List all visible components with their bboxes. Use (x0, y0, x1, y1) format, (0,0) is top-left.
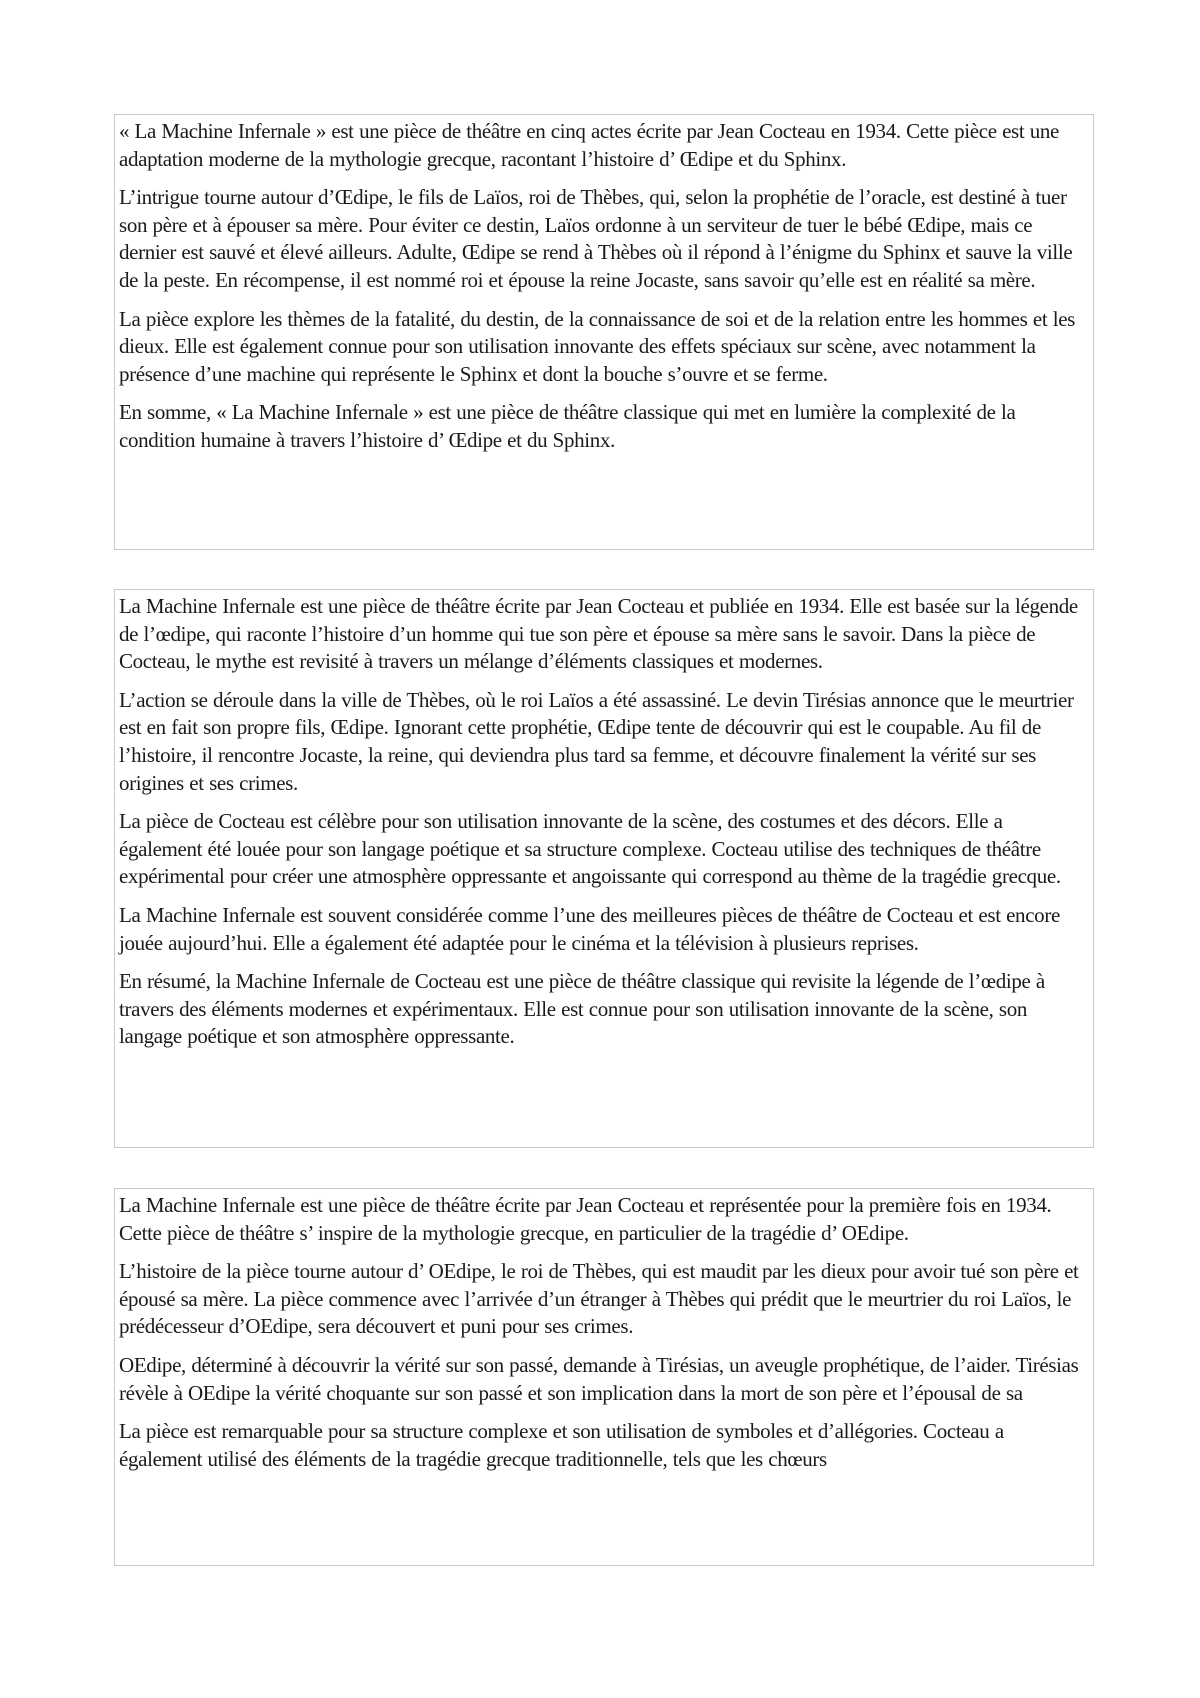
paragraph: En somme, « La Machine Infernale » est une pièce de théâtre classique qui met en lumière la complexité de la condition humaine à travers l’histoire d’ Œdipe et du Sphinx. (119, 400, 1016, 452)
text-block-2 (114, 589, 1094, 1148)
text-block-1 (114, 114, 1094, 550)
paragraph: La pièce explore les thèmes de la fatalité, du destin, de la connaissance de soi et de la relation entre les hommes et les dieux. Elle est également connue pour son utilisation innovante des effets spéciaux sur scène, avec notamment la présence d’une machine qui représente le Sphinx et dont la bouche s’ouvre et se ferme. (119, 306, 1076, 386)
paragraph: OEdipe, déterminé à découvrir la vérité sur son passé, demande à Tirésias, un aveugle prophétique, de l’aider. Tirésias révèle à OEdipe la vérité choquante sur son passé et son implication dans la mort de son père et l’épousal de sa (119, 1352, 1079, 1405)
paragraph: La pièce de Cocteau est célèbre pour son utilisation innovante de la scène, des costumes et des décors. Elle a également été louée pour son langage poétique et sa structure complexe. Cocteau utilise des techniques de théâtre expérimental pour créer une atmosphère oppressante et angoissante qui correspond au thème de la tragédie grecque. (119, 809, 1061, 889)
text-block-3 (114, 1188, 1094, 1566)
paragraph: En résumé, la Machine Infernale de Cocteau est une pièce de théâtre classique qui revisite la légende de l’œdipe à travers des éléments modernes et expérimentaux. Elle est connue pour son utilisation innovante de la scène, son langage poétique et son atmosphère oppressante. (119, 969, 1045, 1049)
paragraph: L’action se déroule dans la ville de Thèbes, où le roi Laïos a été assassiné. Le devin Tirésias annonce que le meurtrier est en fait son propre fils, Œdipe. Ignorant cette prophétie, Œdipe tente de découvrir qui est le coupable. Au fil de l’histoire, il rencontre Jocaste, la reine, qui deviendra plus tard sa femme, et découvre finalement la vérité sur ses origines et ses crimes. (119, 687, 1074, 795)
paragraph: La Machine Infernale est une pièce de théâtre écrite par Jean Cocteau et publiée en 1934. Elle est basée sur la légende de l’œdipe, qui raconte l’histoire d’un homme qui tue son père et épouse sa mère sans le savoir. Dans la pièce de Cocteau, le mythe est revisité à travers un mélange d’éléments classiques et modernes. (119, 594, 1078, 674)
paragraph: « La Machine Infernale » est une pièce de théâtre en cinq actes écrite par Jean Cocteau en 1934. Cette pièce est une adaptation moderne de la mythologie grecque, racontant l’histoire d’ Œdipe et du Sphinx. (119, 119, 1060, 171)
paragraph: L’intrigue tourne autour d’Œdipe, le fils de Laïos, roi de Thèbes, qui, selon la prophétie de l’oracle, est destiné à tuer son père et à épouser sa mère. Pour éviter ce destin, Laïos ordonne à un serviteur de tuer le bébé Œdipe, mais ce dernier est sauvé et élevé ailleurs. Adulte, Œdipe se rend à Thèbes où il répond à l’énigme du Sphinx et sauve la ville de la peste. En récompense, il est nommé roi et épouse la reine Jocaste, sans savoir qu’elle est en réalité sa mère. (119, 185, 1073, 292)
paragraph: La Machine Infernale est souvent considérée comme l’une des meilleures pièces de théâtre de Cocteau et est encore jouée aujourd’hui. Elle a également été adaptée pour le cinéma et la télévision à plusieurs reprises. (119, 902, 1060, 955)
paragraph: L’histoire de la pièce tourne autour d’ OEdipe, le roi de Thèbes, qui est maudit par les dieux pour avoir tué son père et épousé sa mère. La pièce commence avec l’arrivée d’un étranger à Thèbes qui prédit que le meurtrier du roi Laïos, le prédécesseur d’OEdipe, sera découvert et puni pour ses crimes. (119, 1259, 1079, 1339)
paragraph: La Machine Infernale est une pièce de théâtre écrite par Jean Cocteau et représentée pour la première fois en 1934. Cette pièce de théâtre s’ inspire de la mythologie grecque, en particulier de la tragédie d’ OEdipe. (119, 1193, 1052, 1245)
paragraph: La pièce est remarquable pour sa structure complexe et son utilisation de symboles et d’allégories. Cocteau a également utilisé des éléments de la tragédie grecque traditionnelle, tels que les chœurs (119, 1419, 1004, 1471)
